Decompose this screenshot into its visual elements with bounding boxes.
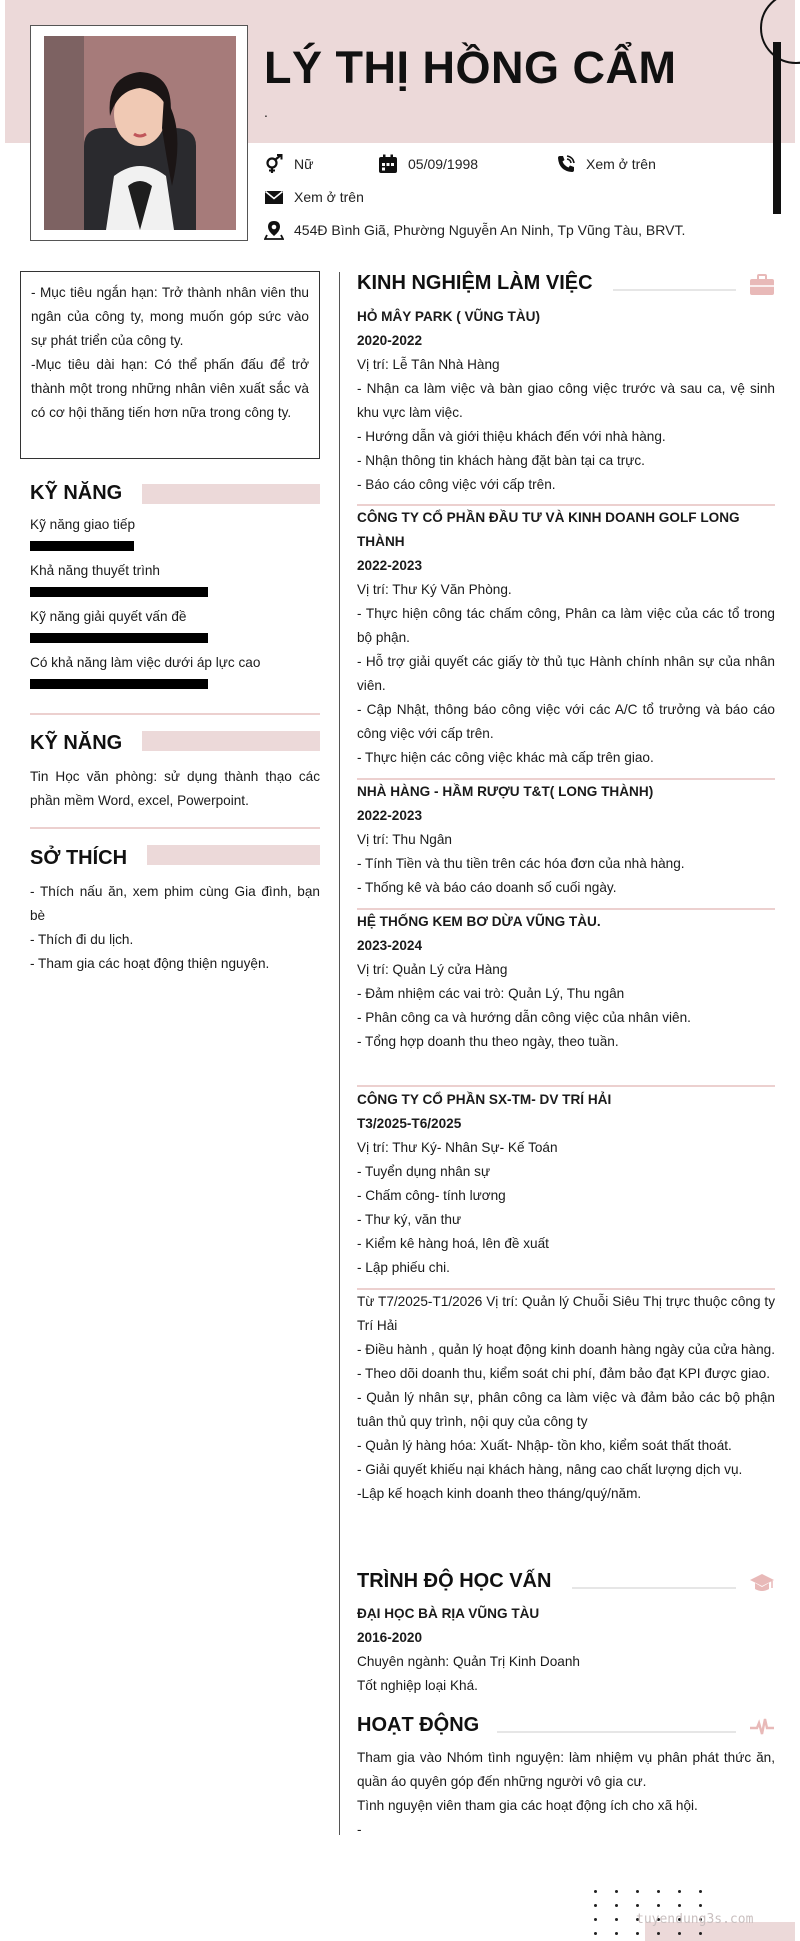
address-value: 454Đ Bình Giã, Phường Nguyễn An Ninh, Tp Vũng Tàu, BRVT. [294, 222, 686, 238]
company-name: CÔNG TY CỔ PHẦN ĐẦU TƯ VÀ KINH DOANH GOLF LONG THÀNH [357, 510, 740, 549]
decorative-dot [657, 1890, 660, 1893]
gender-icon [264, 154, 284, 174]
job-separator [357, 1085, 775, 1087]
job-detail: - Giải quyết khiếu nại khách hàng, nâng cao chất lượng dịch vụ. [357, 1462, 743, 1477]
job-detail: - Cập Nhật, thông báo công việc với các A/C tổ trưởng và báo cáo công việc với cấp trên. [357, 702, 775, 741]
briefcase-icon [749, 272, 775, 298]
calendar-icon [378, 154, 398, 174]
decorative-dot [615, 1904, 618, 1907]
location-pin-icon [264, 220, 284, 240]
education-period: 2016-2020 [357, 1630, 423, 1645]
job-detail: - Theo dõi doanh thu, kiểm soát chi phí, đảm bảo đạt KPI được giao. [357, 1366, 770, 1381]
phone-value: Xem ở trên [586, 156, 656, 172]
education-title: TRÌNH ĐỘ HỌC VẤN [357, 1570, 552, 1592]
section-divider [30, 827, 320, 829]
education-entry [357, 1602, 775, 1698]
activities-title: HOẠT ĐỘNG [357, 1714, 480, 1736]
job-detail: - Tuyển dụng nhân sự [357, 1164, 491, 1179]
decorative-bar [773, 42, 781, 214]
job-period: 2022-2023 [357, 808, 423, 823]
header-subtitle: . [264, 104, 268, 120]
job-detail: - Thực hiện công tác chấm công, Phân ca làm việc của các tổ trong bộ phận. [357, 606, 775, 645]
job-entry [357, 305, 775, 497]
company-name: HỎ MÂY PARK ( VŨNG TÀU) [357, 309, 541, 324]
address-field [264, 220, 685, 240]
skill-level-bar [30, 587, 208, 597]
decorative-dot [615, 1918, 618, 1921]
hobbies-title-band [147, 845, 320, 865]
job-detail: - Nhận ca làm việc và bàn giao công việc trước và sau ca, vệ sinh khu vực làm việc. [357, 381, 775, 420]
activities-title-line [497, 1731, 736, 1733]
birthdate-value: 05/09/1998 [408, 156, 479, 172]
person-portrait [44, 36, 236, 230]
email-icon [264, 187, 284, 207]
job-entry [357, 780, 775, 900]
job-detail: - Đảm nhiệm các vai trò: Quản Lý, Thu ngân [357, 986, 625, 1001]
job-entry [357, 506, 775, 770]
job-period: 2020-2022 [357, 333, 423, 348]
watermark: tuyendung3s.com [636, 1912, 754, 1927]
skill-level-bar [30, 679, 208, 689]
skills2-title: KỸ NĂNG [30, 732, 123, 754]
school-name: ĐẠI HỌC BÀ RỊA VŨNG TÀU [357, 1606, 540, 1621]
job-entry [357, 1088, 775, 1280]
decorative-dot [615, 1890, 618, 1893]
job-period: 2023-2024 [357, 938, 423, 953]
job-detail: - Tính Tiền và thu tiền trên các hóa đơn của nhà hàng. [357, 856, 685, 871]
decorative-dot [636, 1932, 639, 1935]
decorative-dot [636, 1904, 639, 1907]
job-detail: Vị trí: Thư Ký- Nhân Sự- Kế Toán [357, 1140, 558, 1155]
education-detail: Chuyên ngành: Quản Trị Kinh Doanh [357, 1654, 580, 1669]
job-period: T3/2025-T6/2025 [357, 1116, 462, 1131]
gender-field [264, 154, 313, 174]
hobbies-text: - Thích nấu ăn, xem phim cùng Gia đình, bạn bè - Thích đi du lịch. - Tham gia các hoạt động thiện nguyện. [30, 884, 320, 971]
activity-detail: Tham gia vào Nhóm tình nguyện: làm nhiệm vụ phân phát thức ăn, quần áo quyên góp đến những người vô gia cư. [357, 1750, 775, 1789]
graduation-cap-icon [749, 1570, 775, 1596]
decorative-dot [594, 1890, 597, 1893]
job-detail: - Chấm công- tính lương [357, 1188, 506, 1203]
career-objective: - Mục tiêu ngắn hạn: Trở thành nhân viên thu ngân của công ty, mong muốn góp sức vào sự phát triển của công ty. -Mục tiêu dài hạn: Có thể phấn đấu để trở thành một trong những nhân viên xuất sắc và có cơ hội thăng tiến hơn nữa trong công ty. [20, 271, 320, 459]
decorative-dot [594, 1904, 597, 1907]
company-name: CÔNG TY CỔ PHẦN SX-TM- DV TRÍ HẢI [357, 1092, 612, 1107]
decorative-dot [594, 1918, 597, 1921]
activities-entry [357, 1746, 775, 1842]
job-detail: Vị trí: Thu Ngân [357, 832, 452, 847]
education-detail: Tốt nghiệp loại Khá. [357, 1678, 478, 1693]
office-skills-text: Tin Học văn phòng: sử dụng thành thạo các phần mềm Word, excel, Powerpoint. [30, 769, 320, 808]
email-value: Xem ở trên [294, 189, 364, 205]
company-name: HỆ THỐNG KEM BƠ DỪA VŨNG TÀU. [357, 914, 601, 929]
skills2-title-band [142, 731, 320, 751]
job-detail: -Lập kế hoạch kinh doanh theo tháng/quý/năm. [357, 1486, 642, 1501]
job-detail: - Thực hiện các công việc khác mà cấp trên giao. [357, 750, 654, 765]
job-detail: - Lập phiếu chi. [357, 1260, 450, 1275]
job-detail: - Quản lý hàng hóa: Xuất- Nhập- tồn kho, kiểm soát thất thoát. [357, 1438, 732, 1453]
decorative-dot [678, 1890, 681, 1893]
job-detail: - Hỗ trợ giải quyết các giấy tờ thủ tục Hành chính nhân sự của nhân viên. [357, 654, 775, 693]
decorative-dot [657, 1904, 660, 1907]
skill-level-bar [30, 541, 134, 551]
job-detail: - Tổng hợp doanh thu theo ngày, theo tuần. [357, 1034, 619, 1049]
candidate-name: LÝ THỊ HỒNG CẨM [264, 42, 677, 93]
education-title-line [572, 1587, 736, 1589]
job-period: 2022-2023 [357, 558, 423, 573]
experience-title-line [613, 289, 736, 291]
job-detail: - Hướng dẫn và giới thiệu khách đến với nhà hàng. [357, 429, 666, 444]
decorative-dot [636, 1890, 639, 1893]
activity-detail: Tình nguyện viên tham gia các hoạt động ích cho xã hội. [357, 1798, 698, 1813]
skill-label: Có khả năng làm việc dưới áp lực cao [30, 655, 261, 670]
decorative-dot [699, 1904, 702, 1907]
decorative-dot [594, 1932, 597, 1935]
email-field [264, 187, 364, 207]
job-detail: - Thư ký, văn thư [357, 1212, 462, 1227]
job-detail: - Nhận thông tin khách hàng đặt bàn tại ca trực. [357, 453, 645, 468]
decorative-dot [699, 1932, 702, 1935]
job-detail: - Điều hành , quản lý hoạt động kinh doanh hàng ngày của cửa hàng. [357, 1342, 775, 1357]
job-detail: Vị trí: Lễ Tân Nhà Hàng [357, 357, 500, 372]
decorative-dot [615, 1932, 618, 1935]
decorative-dot [678, 1932, 681, 1935]
decorative-dot [657, 1932, 660, 1935]
job-detail: Từ T7/2025-T1/2026 Vị trí: Quản lý Chuỗi Siêu Thị trực thuộc công ty Trí Hải [357, 1294, 775, 1333]
job-detail: - Thống kê và báo cáo doanh số cuối ngày. [357, 880, 617, 895]
job-detail: - Phân công ca và hướng dẫn công việc của nhân viên. [357, 1010, 691, 1025]
job-detail: Vị trí: Quản Lý cửa Hàng [357, 962, 508, 977]
gender-value: Nữ [294, 156, 314, 172]
job-detail: - Quản lý nhân sự, phân công ca làm việc và đảm bảo các bộ phận tuân thủ quy trình, nội quy của công ty [357, 1390, 775, 1429]
column-divider [339, 272, 340, 1835]
skills-title-band [142, 484, 320, 504]
skills-title: KỸ NĂNG [30, 482, 123, 504]
profile-photo [44, 36, 236, 230]
skill-label: Kỹ năng giải quyết vấn đề [30, 609, 187, 624]
experience-title: KINH NGHIỆM LÀM VIỆC [357, 272, 593, 294]
section-divider [30, 713, 320, 715]
job-entry [357, 910, 775, 1054]
decorative-dot [699, 1890, 702, 1893]
job-detail: - Báo cáo công việc với cấp trên. [357, 477, 556, 492]
phone-icon [556, 154, 576, 174]
skill-label: Kỹ năng giao tiếp [30, 517, 136, 532]
birthdate-field [378, 154, 478, 174]
skill-level-bar [30, 633, 208, 643]
activity-pulse-icon [749, 1714, 775, 1740]
skill-label: Khả năng thuyết trình [30, 563, 160, 578]
job-entry [357, 1290, 775, 1506]
job-detail: Vị trí: Thư Ký Văn Phòng. [357, 582, 512, 597]
activity-detail: - [357, 1822, 362, 1837]
company-name: NHÀ HÀNG - HẦM RƯỢU T&T( LONG THÀNH) [357, 784, 654, 799]
profile-photo-frame [30, 25, 248, 241]
hobbies-title: SỞ THÍCH [30, 847, 128, 869]
job-detail: - Kiểm kê hàng hoá, lên đề xuất [357, 1236, 549, 1251]
phone-field [556, 154, 656, 174]
decorative-dot [678, 1904, 681, 1907]
